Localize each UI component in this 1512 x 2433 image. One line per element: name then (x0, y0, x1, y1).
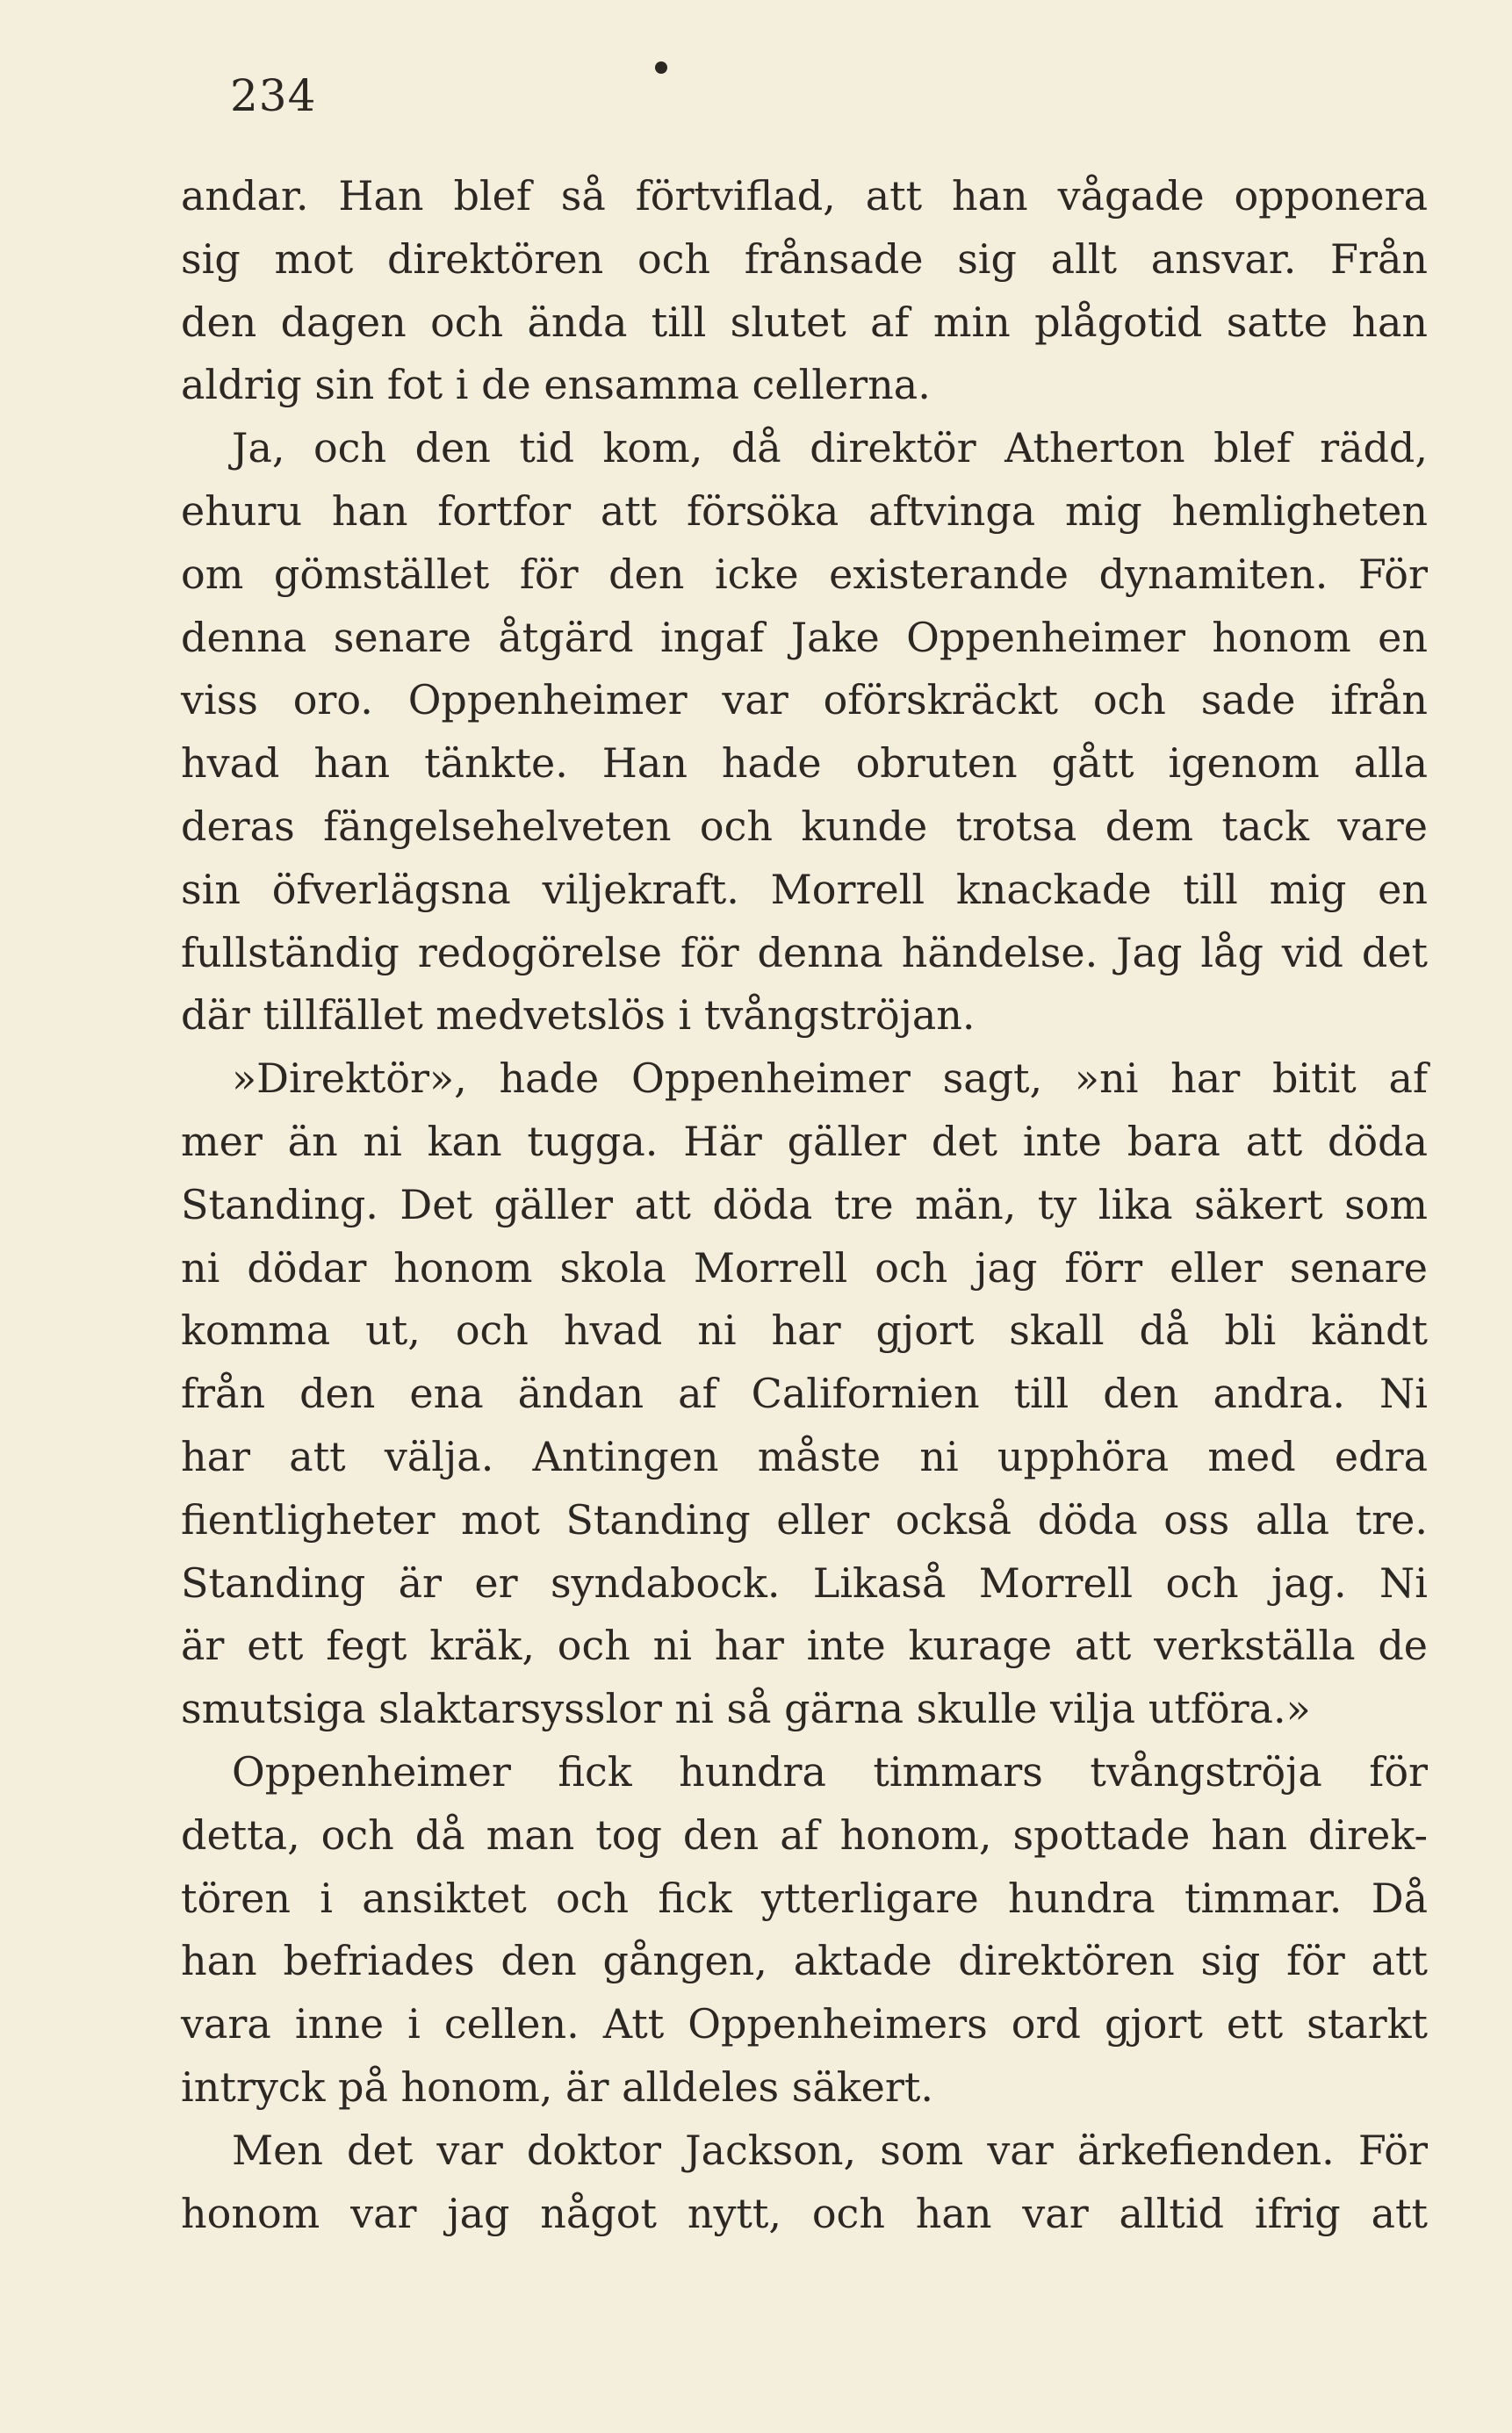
text-line: ehuru han fortfor att försöka aftvinga mig hemligheten (181, 486, 1428, 535)
text-line: honom var jag något nytt, och han var alltid ifrig att (181, 2189, 1428, 2237)
text-line: deras fängelsehelveten och kunde trotsa dem tack vare (181, 802, 1428, 850)
text-line: tören i ansiktet och fick ytterligare hundra timmar. Då (181, 1874, 1428, 1922)
text-line: hvad han tänkte. Han hade obruten gått igenom alla (181, 739, 1428, 788)
text-line: andar. Han blef så förtviflad, att han vågade opponera (181, 172, 1428, 220)
text-line: vara inne i cellen. Att Oppenheimers ord gjort ett starkt (181, 2000, 1428, 2048)
text-line: Ja, och den tid kom, då direktör Atherton blef rädd, (232, 424, 1428, 472)
text-line: detta, och då man tog den af honom, spottade han direk- (181, 1810, 1428, 1859)
text-line: om gömstället för den icke existerande dynamiten. För (181, 550, 1428, 598)
text-line: Standing. Det gäller att döda tre män, ty lika säkert som (181, 1180, 1428, 1228)
text-line: intryck på honom, är alldeles säkert. (181, 2062, 933, 2111)
text-line: fientligheter mot Standing eller också döda oss alla tre. (181, 1495, 1428, 1544)
page-number: 234 (230, 70, 317, 121)
text-line: från den ena ändan af Californien till den andra. Ni (181, 1370, 1428, 1418)
text-line: komma ut, och hvad ni har gjort skall då bli kändt (181, 1306, 1428, 1355)
print-mark (655, 61, 667, 74)
text-line: denna senare åtgärd ingaf Jake Oppenheimer honom en (181, 613, 1428, 661)
text-line: Oppenheimer fick hundra timmars tvångströja för (232, 1747, 1428, 1796)
text-line: den dagen och ända till slutet af min plågotid satte han (181, 298, 1428, 346)
text-line: har att välja. Antingen måste ni upphöra med edra (181, 1432, 1428, 1480)
text-line: viss oro. Oppenheimer var oförskräckt och sade ifrån (181, 676, 1428, 724)
text-line: sin öfverlägsna viljekraft. Morrell knackade till mig en (181, 865, 1428, 913)
text-line: smutsiga slaktarsysslor ni så gärna skulle vilja utföra.» (181, 1685, 1311, 1733)
text-line: Men det var doktor Jackson, som var ärkefienden. För (232, 2126, 1428, 2174)
text-line: han befriades den gången, aktade direktören sig för att (181, 1937, 1428, 1985)
text-line: Standing är er syndabock. Likaså Morrell och jag. Ni (181, 1558, 1428, 1607)
text-line: är ett fegt kräk, och ni har inte kurage att verkställa de (181, 1622, 1428, 1670)
text-line: »Direktör», hade Oppenheimer sagt, »ni har bitit af (232, 1055, 1428, 1103)
text-line: mer än ni kan tugga. Här gäller det inte bara att döda (181, 1117, 1428, 1165)
body-text (181, 165, 1428, 2245)
text-line: ni dödar honom skola Morrell och jag förr eller senare (181, 1243, 1428, 1292)
text-line: aldrig sin fot i de ensamma cellerna. (181, 361, 931, 409)
text-line: där tillfället medvetslös i tvångströjan. (181, 991, 976, 1040)
text-line: fullständig redogörelse för denna händelse. Jag låg vid det (181, 928, 1428, 976)
text-line: sig mot direktören och frånsade sig allt ansvar. Från (181, 234, 1428, 283)
